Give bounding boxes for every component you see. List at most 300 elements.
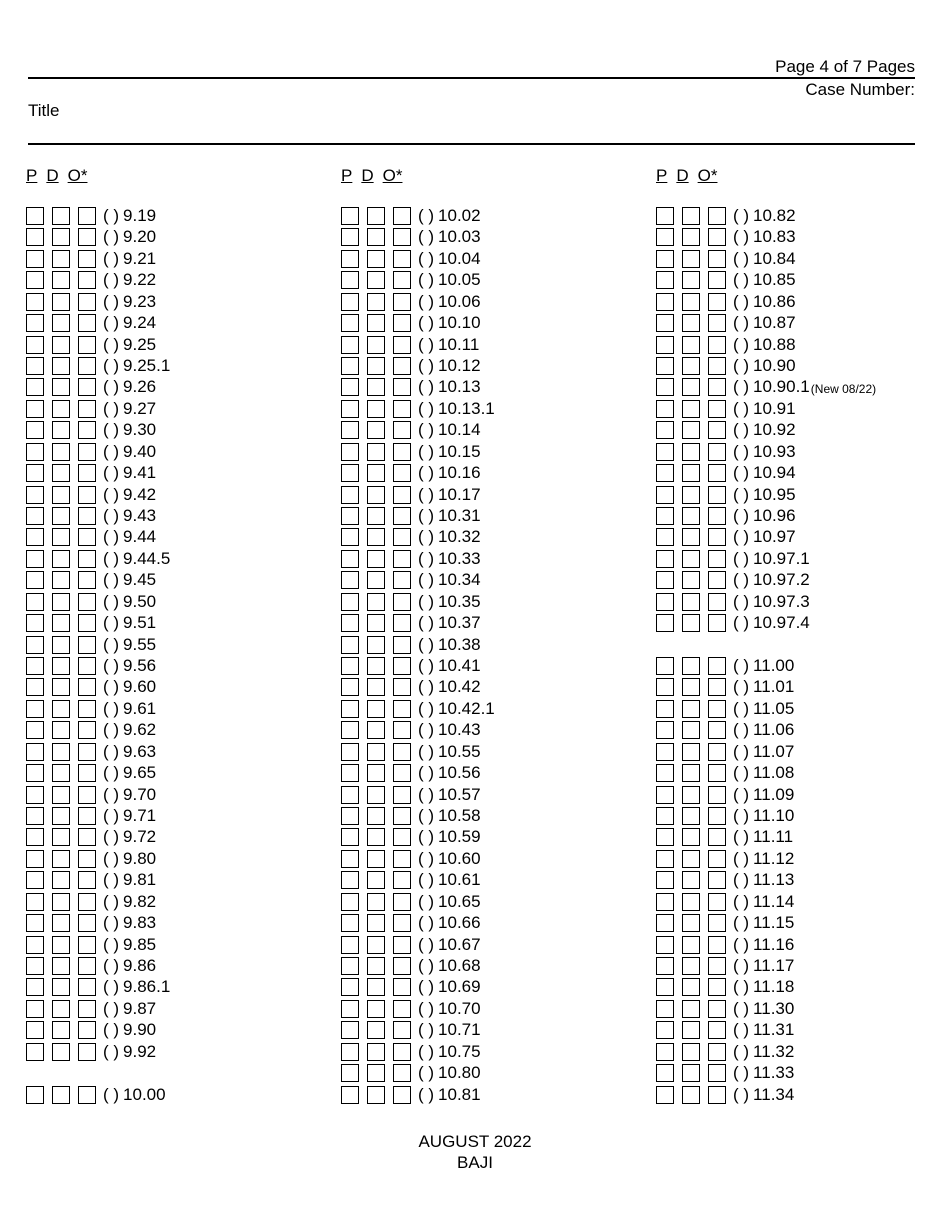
o-checkbox[interactable]: [78, 871, 96, 889]
paren-blank[interactable]: ( ): [103, 848, 120, 868]
paren-blank[interactable]: ( ): [418, 676, 435, 696]
p-checkbox[interactable]: [656, 271, 674, 289]
o-checkbox[interactable]: [708, 507, 726, 525]
p-checkbox[interactable]: [26, 828, 44, 846]
o-checkbox[interactable]: [708, 293, 726, 311]
o-checkbox[interactable]: [393, 614, 411, 632]
o-checkbox[interactable]: [78, 957, 96, 975]
d-checkbox[interactable]: [682, 421, 700, 439]
paren-blank[interactable]: ( ): [418, 698, 435, 718]
paren-blank[interactable]: ( ): [418, 376, 435, 396]
paren-blank[interactable]: ( ): [103, 312, 120, 332]
d-checkbox[interactable]: [52, 807, 70, 825]
paren-blank[interactable]: ( ): [418, 269, 435, 289]
paren-blank[interactable]: ( ): [733, 762, 750, 782]
paren-blank[interactable]: ( ): [418, 462, 435, 482]
d-checkbox[interactable]: [682, 1000, 700, 1018]
o-checkbox[interactable]: [393, 893, 411, 911]
paren-blank[interactable]: ( ): [103, 762, 120, 782]
p-checkbox[interactable]: [26, 807, 44, 825]
o-checkbox[interactable]: [393, 464, 411, 482]
paren-blank[interactable]: ( ): [733, 784, 750, 804]
d-checkbox[interactable]: [682, 486, 700, 504]
paren-blank[interactable]: ( ): [418, 612, 435, 632]
o-checkbox[interactable]: [708, 207, 726, 225]
paren-blank[interactable]: ( ): [733, 419, 750, 439]
d-checkbox[interactable]: [682, 850, 700, 868]
d-checkbox[interactable]: [682, 807, 700, 825]
d-checkbox[interactable]: [682, 764, 700, 782]
d-checkbox[interactable]: [52, 571, 70, 589]
d-checkbox[interactable]: [52, 657, 70, 675]
paren-blank[interactable]: ( ): [418, 719, 435, 739]
paren-blank[interactable]: ( ): [418, 784, 435, 804]
o-checkbox[interactable]: [78, 400, 96, 418]
o-checkbox[interactable]: [708, 936, 726, 954]
paren-blank[interactable]: ( ): [733, 998, 750, 1018]
o-checkbox[interactable]: [78, 657, 96, 675]
d-checkbox[interactable]: [52, 786, 70, 804]
d-checkbox[interactable]: [682, 743, 700, 761]
paren-blank[interactable]: ( ): [103, 441, 120, 461]
d-checkbox[interactable]: [52, 957, 70, 975]
paren-blank[interactable]: ( ): [418, 934, 435, 954]
paren-blank[interactable]: ( ): [418, 312, 435, 332]
paren-blank[interactable]: ( ): [103, 505, 120, 525]
d-checkbox[interactable]: [52, 1000, 70, 1018]
d-checkbox[interactable]: [52, 914, 70, 932]
paren-blank[interactable]: ( ): [103, 805, 120, 825]
paren-blank[interactable]: ( ): [733, 462, 750, 482]
p-checkbox[interactable]: [341, 657, 359, 675]
p-checkbox[interactable]: [26, 378, 44, 396]
o-checkbox[interactable]: [78, 678, 96, 696]
p-checkbox[interactable]: [341, 893, 359, 911]
d-checkbox[interactable]: [367, 378, 385, 396]
o-checkbox[interactable]: [393, 1021, 411, 1039]
d-checkbox[interactable]: [682, 828, 700, 846]
p-checkbox[interactable]: [656, 657, 674, 675]
p-checkbox[interactable]: [26, 464, 44, 482]
paren-blank[interactable]: ( ): [733, 291, 750, 311]
p-checkbox[interactable]: [341, 764, 359, 782]
d-checkbox[interactable]: [682, 507, 700, 525]
o-checkbox[interactable]: [78, 250, 96, 268]
d-checkbox[interactable]: [367, 807, 385, 825]
o-checkbox[interactable]: [78, 421, 96, 439]
o-checkbox[interactable]: [393, 336, 411, 354]
d-checkbox[interactable]: [367, 657, 385, 675]
d-checkbox[interactable]: [367, 764, 385, 782]
p-checkbox[interactable]: [341, 614, 359, 632]
paren-blank[interactable]: ( ): [103, 1084, 120, 1104]
o-checkbox[interactable]: [78, 507, 96, 525]
p-checkbox[interactable]: [656, 1000, 674, 1018]
paren-blank[interactable]: ( ): [733, 505, 750, 525]
o-checkbox[interactable]: [393, 978, 411, 996]
d-checkbox[interactable]: [682, 1043, 700, 1061]
o-checkbox[interactable]: [708, 828, 726, 846]
paren-blank[interactable]: ( ): [418, 998, 435, 1018]
paren-blank[interactable]: ( ): [103, 591, 120, 611]
p-checkbox[interactable]: [341, 336, 359, 354]
paren-blank[interactable]: ( ): [418, 484, 435, 504]
d-checkbox[interactable]: [367, 293, 385, 311]
p-checkbox[interactable]: [341, 486, 359, 504]
o-checkbox[interactable]: [78, 700, 96, 718]
d-checkbox[interactable]: [52, 378, 70, 396]
p-checkbox[interactable]: [26, 978, 44, 996]
p-checkbox[interactable]: [26, 507, 44, 525]
p-checkbox[interactable]: [341, 871, 359, 889]
d-checkbox[interactable]: [367, 357, 385, 375]
p-checkbox[interactable]: [341, 700, 359, 718]
p-checkbox[interactable]: [341, 636, 359, 654]
d-checkbox[interactable]: [52, 421, 70, 439]
paren-blank[interactable]: ( ): [418, 334, 435, 354]
paren-blank[interactable]: ( ): [733, 248, 750, 268]
p-checkbox[interactable]: [656, 571, 674, 589]
paren-blank[interactable]: ( ): [418, 1041, 435, 1061]
paren-blank[interactable]: ( ): [418, 505, 435, 525]
o-checkbox[interactable]: [393, 957, 411, 975]
d-checkbox[interactable]: [682, 786, 700, 804]
o-checkbox[interactable]: [708, 1000, 726, 1018]
o-checkbox[interactable]: [78, 1021, 96, 1039]
d-checkbox[interactable]: [367, 571, 385, 589]
paren-blank[interactable]: ( ): [418, 955, 435, 975]
d-checkbox[interactable]: [367, 550, 385, 568]
p-checkbox[interactable]: [656, 828, 674, 846]
o-checkbox[interactable]: [78, 893, 96, 911]
o-checkbox[interactable]: [78, 593, 96, 611]
p-checkbox[interactable]: [26, 271, 44, 289]
paren-blank[interactable]: ( ): [418, 248, 435, 268]
o-checkbox[interactable]: [78, 1086, 96, 1104]
p-checkbox[interactable]: [26, 443, 44, 461]
paren-blank[interactable]: ( ): [103, 698, 120, 718]
p-checkbox[interactable]: [656, 678, 674, 696]
o-checkbox[interactable]: [393, 593, 411, 611]
p-checkbox[interactable]: [656, 293, 674, 311]
o-checkbox[interactable]: [708, 657, 726, 675]
o-checkbox[interactable]: [393, 271, 411, 289]
paren-blank[interactable]: ( ): [103, 741, 120, 761]
paren-blank[interactable]: ( ): [733, 1062, 750, 1082]
paren-blank[interactable]: ( ): [103, 719, 120, 739]
p-checkbox[interactable]: [26, 936, 44, 954]
d-checkbox[interactable]: [682, 550, 700, 568]
d-checkbox[interactable]: [367, 507, 385, 525]
paren-blank[interactable]: ( ): [103, 548, 120, 568]
p-checkbox[interactable]: [341, 678, 359, 696]
p-checkbox[interactable]: [656, 228, 674, 246]
paren-blank[interactable]: ( ): [733, 826, 750, 846]
paren-blank[interactable]: ( ): [103, 826, 120, 846]
o-checkbox[interactable]: [78, 1000, 96, 1018]
p-checkbox[interactable]: [656, 507, 674, 525]
p-checkbox[interactable]: [656, 721, 674, 739]
p-checkbox[interactable]: [656, 528, 674, 546]
o-checkbox[interactable]: [393, 657, 411, 675]
paren-blank[interactable]: ( ): [103, 634, 120, 654]
d-checkbox[interactable]: [52, 464, 70, 482]
d-checkbox[interactable]: [52, 293, 70, 311]
p-checkbox[interactable]: [656, 743, 674, 761]
d-checkbox[interactable]: [52, 550, 70, 568]
o-checkbox[interactable]: [393, 678, 411, 696]
paren-blank[interactable]: ( ): [418, 591, 435, 611]
d-checkbox[interactable]: [52, 828, 70, 846]
o-checkbox[interactable]: [78, 914, 96, 932]
p-checkbox[interactable]: [341, 293, 359, 311]
paren-blank[interactable]: ( ): [418, 976, 435, 996]
paren-blank[interactable]: ( ): [418, 398, 435, 418]
o-checkbox[interactable]: [393, 314, 411, 332]
o-checkbox[interactable]: [708, 957, 726, 975]
d-checkbox[interactable]: [682, 678, 700, 696]
paren-blank[interactable]: ( ): [418, 291, 435, 311]
p-checkbox[interactable]: [341, 314, 359, 332]
d-checkbox[interactable]: [367, 614, 385, 632]
paren-blank[interactable]: ( ): [733, 976, 750, 996]
o-checkbox[interactable]: [393, 400, 411, 418]
p-checkbox[interactable]: [26, 636, 44, 654]
p-checkbox[interactable]: [341, 400, 359, 418]
p-checkbox[interactable]: [26, 850, 44, 868]
paren-blank[interactable]: ( ): [733, 805, 750, 825]
o-checkbox[interactable]: [708, 871, 726, 889]
d-checkbox[interactable]: [367, 271, 385, 289]
d-checkbox[interactable]: [682, 571, 700, 589]
paren-blank[interactable]: ( ): [733, 934, 750, 954]
p-checkbox[interactable]: [26, 593, 44, 611]
p-checkbox[interactable]: [26, 528, 44, 546]
d-checkbox[interactable]: [682, 721, 700, 739]
p-checkbox[interactable]: [341, 1086, 359, 1104]
paren-blank[interactable]: ( ): [733, 955, 750, 975]
paren-blank[interactable]: ( ): [418, 805, 435, 825]
d-checkbox[interactable]: [367, 1064, 385, 1082]
paren-blank[interactable]: ( ): [103, 376, 120, 396]
paren-blank[interactable]: ( ): [103, 655, 120, 675]
d-checkbox[interactable]: [682, 893, 700, 911]
p-checkbox[interactable]: [26, 1086, 44, 1104]
d-checkbox[interactable]: [682, 1064, 700, 1082]
o-checkbox[interactable]: [78, 271, 96, 289]
p-checkbox[interactable]: [341, 957, 359, 975]
paren-blank[interactable]: ( ): [103, 998, 120, 1018]
p-checkbox[interactable]: [26, 293, 44, 311]
paren-blank[interactable]: ( ): [418, 848, 435, 868]
o-checkbox[interactable]: [78, 807, 96, 825]
o-checkbox[interactable]: [393, 936, 411, 954]
p-checkbox[interactable]: [26, 700, 44, 718]
o-checkbox[interactable]: [393, 1064, 411, 1082]
paren-blank[interactable]: ( ): [103, 612, 120, 632]
d-checkbox[interactable]: [682, 464, 700, 482]
p-checkbox[interactable]: [656, 250, 674, 268]
d-checkbox[interactable]: [52, 314, 70, 332]
d-checkbox[interactable]: [367, 978, 385, 996]
o-checkbox[interactable]: [708, 850, 726, 868]
paren-blank[interactable]: ( ): [733, 698, 750, 718]
o-checkbox[interactable]: [708, 528, 726, 546]
o-checkbox[interactable]: [78, 636, 96, 654]
d-checkbox[interactable]: [52, 400, 70, 418]
paren-blank[interactable]: ( ): [418, 634, 435, 654]
p-checkbox[interactable]: [656, 807, 674, 825]
d-checkbox[interactable]: [52, 936, 70, 954]
o-checkbox[interactable]: [78, 207, 96, 225]
p-checkbox[interactable]: [656, 336, 674, 354]
d-checkbox[interactable]: [682, 228, 700, 246]
p-checkbox[interactable]: [341, 978, 359, 996]
d-checkbox[interactable]: [367, 936, 385, 954]
d-checkbox[interactable]: [367, 850, 385, 868]
paren-blank[interactable]: ( ): [418, 741, 435, 761]
d-checkbox[interactable]: [682, 378, 700, 396]
o-checkbox[interactable]: [393, 378, 411, 396]
d-checkbox[interactable]: [682, 400, 700, 418]
p-checkbox[interactable]: [26, 250, 44, 268]
paren-blank[interactable]: ( ): [103, 248, 120, 268]
o-checkbox[interactable]: [708, 743, 726, 761]
o-checkbox[interactable]: [393, 486, 411, 504]
p-checkbox[interactable]: [341, 228, 359, 246]
paren-blank[interactable]: ( ): [733, 398, 750, 418]
p-checkbox[interactable]: [341, 936, 359, 954]
o-checkbox[interactable]: [708, 593, 726, 611]
o-checkbox[interactable]: [393, 1086, 411, 1104]
p-checkbox[interactable]: [341, 914, 359, 932]
p-checkbox[interactable]: [341, 207, 359, 225]
o-checkbox[interactable]: [708, 464, 726, 482]
o-checkbox[interactable]: [708, 914, 726, 932]
o-checkbox[interactable]: [708, 378, 726, 396]
o-checkbox[interactable]: [708, 400, 726, 418]
paren-blank[interactable]: ( ): [418, 526, 435, 546]
d-checkbox[interactable]: [367, 914, 385, 932]
d-checkbox[interactable]: [52, 978, 70, 996]
o-checkbox[interactable]: [708, 571, 726, 589]
p-checkbox[interactable]: [656, 1064, 674, 1082]
paren-blank[interactable]: ( ): [733, 891, 750, 911]
paren-blank[interactable]: ( ): [418, 869, 435, 889]
p-checkbox[interactable]: [26, 207, 44, 225]
o-checkbox[interactable]: [393, 250, 411, 268]
p-checkbox[interactable]: [656, 378, 674, 396]
p-checkbox[interactable]: [656, 914, 674, 932]
paren-blank[interactable]: ( ): [103, 355, 120, 375]
paren-blank[interactable]: ( ): [733, 226, 750, 246]
o-checkbox[interactable]: [393, 764, 411, 782]
o-checkbox[interactable]: [393, 228, 411, 246]
p-checkbox[interactable]: [656, 936, 674, 954]
paren-blank[interactable]: ( ): [418, 419, 435, 439]
p-checkbox[interactable]: [656, 978, 674, 996]
paren-blank[interactable]: ( ): [103, 569, 120, 589]
o-checkbox[interactable]: [393, 1000, 411, 1018]
o-checkbox[interactable]: [78, 978, 96, 996]
o-checkbox[interactable]: [78, 314, 96, 332]
d-checkbox[interactable]: [367, 828, 385, 846]
d-checkbox[interactable]: [52, 357, 70, 375]
p-checkbox[interactable]: [656, 400, 674, 418]
o-checkbox[interactable]: [78, 721, 96, 739]
o-checkbox[interactable]: [708, 721, 726, 739]
o-checkbox[interactable]: [708, 614, 726, 632]
o-checkbox[interactable]: [708, 807, 726, 825]
p-checkbox[interactable]: [341, 1064, 359, 1082]
d-checkbox[interactable]: [52, 593, 70, 611]
o-checkbox[interactable]: [78, 786, 96, 804]
d-checkbox[interactable]: [367, 207, 385, 225]
d-checkbox[interactable]: [367, 786, 385, 804]
p-checkbox[interactable]: [26, 893, 44, 911]
paren-blank[interactable]: ( ): [103, 784, 120, 804]
paren-blank[interactable]: ( ): [733, 655, 750, 675]
o-checkbox[interactable]: [393, 421, 411, 439]
o-checkbox[interactable]: [393, 357, 411, 375]
p-checkbox[interactable]: [26, 614, 44, 632]
d-checkbox[interactable]: [52, 528, 70, 546]
paren-blank[interactable]: ( ): [103, 526, 120, 546]
paren-blank[interactable]: ( ): [103, 1019, 120, 1039]
o-checkbox[interactable]: [78, 1043, 96, 1061]
o-checkbox[interactable]: [393, 507, 411, 525]
d-checkbox[interactable]: [52, 271, 70, 289]
paren-blank[interactable]: ( ): [103, 676, 120, 696]
p-checkbox[interactable]: [656, 700, 674, 718]
d-checkbox[interactable]: [52, 443, 70, 461]
d-checkbox[interactable]: [367, 228, 385, 246]
d-checkbox[interactable]: [682, 250, 700, 268]
paren-blank[interactable]: ( ): [418, 762, 435, 782]
d-checkbox[interactable]: [52, 1043, 70, 1061]
paren-blank[interactable]: ( ): [103, 269, 120, 289]
p-checkbox[interactable]: [26, 486, 44, 504]
o-checkbox[interactable]: [708, 1021, 726, 1039]
p-checkbox[interactable]: [656, 421, 674, 439]
d-checkbox[interactable]: [367, 957, 385, 975]
o-checkbox[interactable]: [393, 807, 411, 825]
d-checkbox[interactable]: [52, 700, 70, 718]
o-checkbox[interactable]: [78, 614, 96, 632]
p-checkbox[interactable]: [656, 550, 674, 568]
o-checkbox[interactable]: [78, 743, 96, 761]
d-checkbox[interactable]: [682, 528, 700, 546]
p-checkbox[interactable]: [656, 871, 674, 889]
p-checkbox[interactable]: [26, 957, 44, 975]
p-checkbox[interactable]: [656, 1021, 674, 1039]
p-checkbox[interactable]: [656, 1086, 674, 1104]
o-checkbox[interactable]: [708, 893, 726, 911]
o-checkbox[interactable]: [393, 721, 411, 739]
p-checkbox[interactable]: [341, 528, 359, 546]
o-checkbox[interactable]: [393, 293, 411, 311]
d-checkbox[interactable]: [682, 314, 700, 332]
p-checkbox[interactable]: [26, 871, 44, 889]
paren-blank[interactable]: ( ): [103, 912, 120, 932]
paren-blank[interactable]: ( ): [418, 1062, 435, 1082]
p-checkbox[interactable]: [26, 571, 44, 589]
d-checkbox[interactable]: [682, 978, 700, 996]
p-checkbox[interactable]: [656, 464, 674, 482]
paren-blank[interactable]: ( ): [418, 569, 435, 589]
p-checkbox[interactable]: [656, 593, 674, 611]
p-checkbox[interactable]: [341, 1021, 359, 1039]
